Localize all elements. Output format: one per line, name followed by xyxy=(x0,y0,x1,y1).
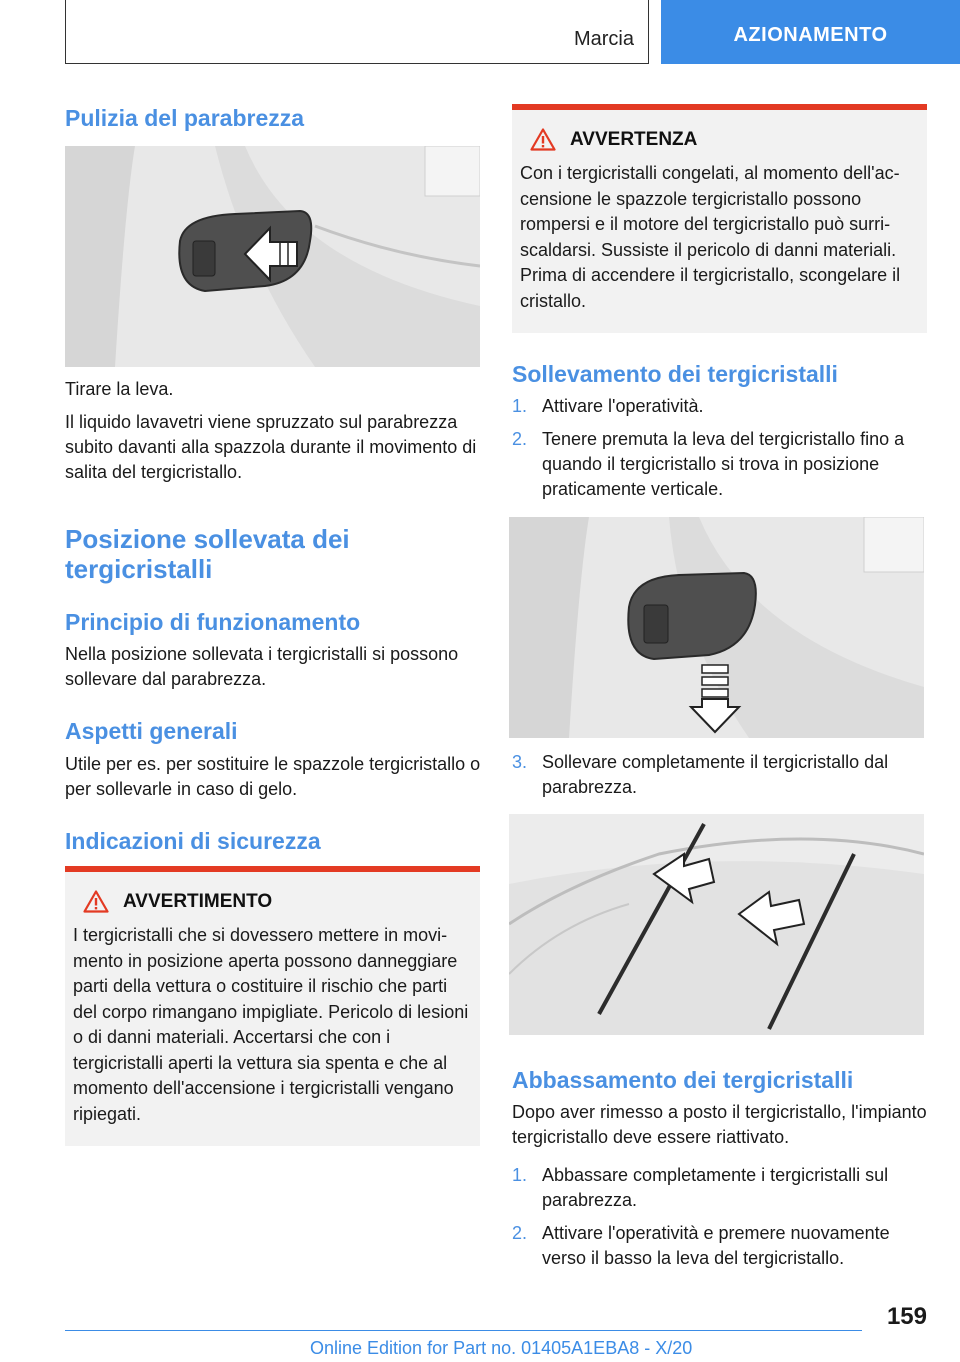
figure-wiper-lever-pull xyxy=(65,146,480,367)
heading-principio: Principio di funzionamento xyxy=(65,609,361,635)
footer-edition: Online Edition for Part no. 01405A1EBA8 - X/20 xyxy=(310,1338,693,1358)
list-item: 2. Tenere premuta la leva del tergicristallo fino a quando il tergicristallo si trova in posizione praticamente verticale. xyxy=(512,429,905,499)
lever-pull-illustration xyxy=(65,146,480,367)
heading-posizione-sollevata: Posizione sollevata dei tergicristalli xyxy=(65,524,350,584)
header-frame xyxy=(65,0,649,64)
steps-sollevamento xyxy=(512,394,932,510)
heading-indicazioni: Indicazioni di sicurezza xyxy=(65,828,321,854)
warning-box-avvertimento xyxy=(65,866,480,1146)
page-number: 159 xyxy=(886,1303,927,1330)
figure-wipers-raised xyxy=(509,814,924,1035)
heading-sollevamento: Sollevamento dei tergicristalli xyxy=(512,361,838,387)
caution-triangle-icon xyxy=(530,128,556,151)
text-abbassamento: Dopo aver rimesso a posto il tergicristallo, l'impianto tergicristallo deve essere riattivato. xyxy=(512,1102,927,1147)
steps-abbassamento xyxy=(512,1163,932,1279)
list-item: 1. Abbassare completamente i tergicristalli sul parabrezza. xyxy=(512,1165,889,1210)
list-item: 3. Sollevare completamente il tergicristallo dal parabrezza. xyxy=(512,752,889,797)
windshield-wipers-illustration xyxy=(509,814,924,1035)
header-section-label: Marcia xyxy=(573,28,634,50)
list-item: 2. Attivare l'operatività e premere nuovamente verso il basso la leva del tergicristallo. xyxy=(512,1223,890,1268)
text-aspetti: Utile per es. per sostituire le spazzole tergicristallo o per sollevarle in caso di gelo. xyxy=(65,754,481,799)
warning-title-row xyxy=(83,890,470,913)
lever-push-illustration xyxy=(509,517,924,738)
text-principio: Nella posizione sollevata i tergicristalli si possono sollevare dal parabrezza. xyxy=(65,644,459,689)
heading-abbassamento: Abbassamento dei tergicristalli xyxy=(512,1067,854,1093)
figure-wiper-lever-push-down xyxy=(509,517,924,738)
caution-title: AVVERTENZA xyxy=(570,128,698,150)
caution-box-avvertenza xyxy=(512,104,927,333)
text-tirare: Tirare la leva. xyxy=(65,379,174,399)
steps-sollevamento-continued xyxy=(512,750,932,808)
footer-divider xyxy=(65,1330,862,1331)
caution-title-row xyxy=(530,128,917,151)
heading-aspetti: Aspetti generali xyxy=(65,718,238,744)
heading-pulizia: Pulizia del parabrezza xyxy=(65,105,305,131)
warning-title: AVVERTIMENTO xyxy=(123,890,273,912)
text-liquido: Il liquido lavavetri viene spruzzato sul parabrezza subito davanti alla spazzola durante il movimento di salita del tergicristallo. xyxy=(65,412,477,482)
list-item: 1. Attivare l'operatività. xyxy=(512,396,704,416)
warning-triangle-icon xyxy=(83,890,109,913)
warning-text: I tergicristalli che si dovessero mettere in movimento in posizione aperta possono danneggiare parti della vettura o costituire il rischio che parti del corpo rimangano impigliate. Pericolo di lesioni o di danni materiali. Accertarsi che con i tergicristalli aperti la vettura sia spenta e che al momento dell'accensione i tergicristalli vengano ripiegati. xyxy=(73,925,469,1124)
header-chapter-tab[interactable]: AZIONAMENTO xyxy=(661,0,960,64)
caution-text: Con i tergicristalli congelati, al momento dell'accensione le spazzole tergicristallo possono rompersi e il motore del tergicristallo può surriscaldarsi. Sussiste il pericolo di danni materiali. Prima di accendere il tergicristallo, scongelare il cristallo. xyxy=(520,163,901,311)
